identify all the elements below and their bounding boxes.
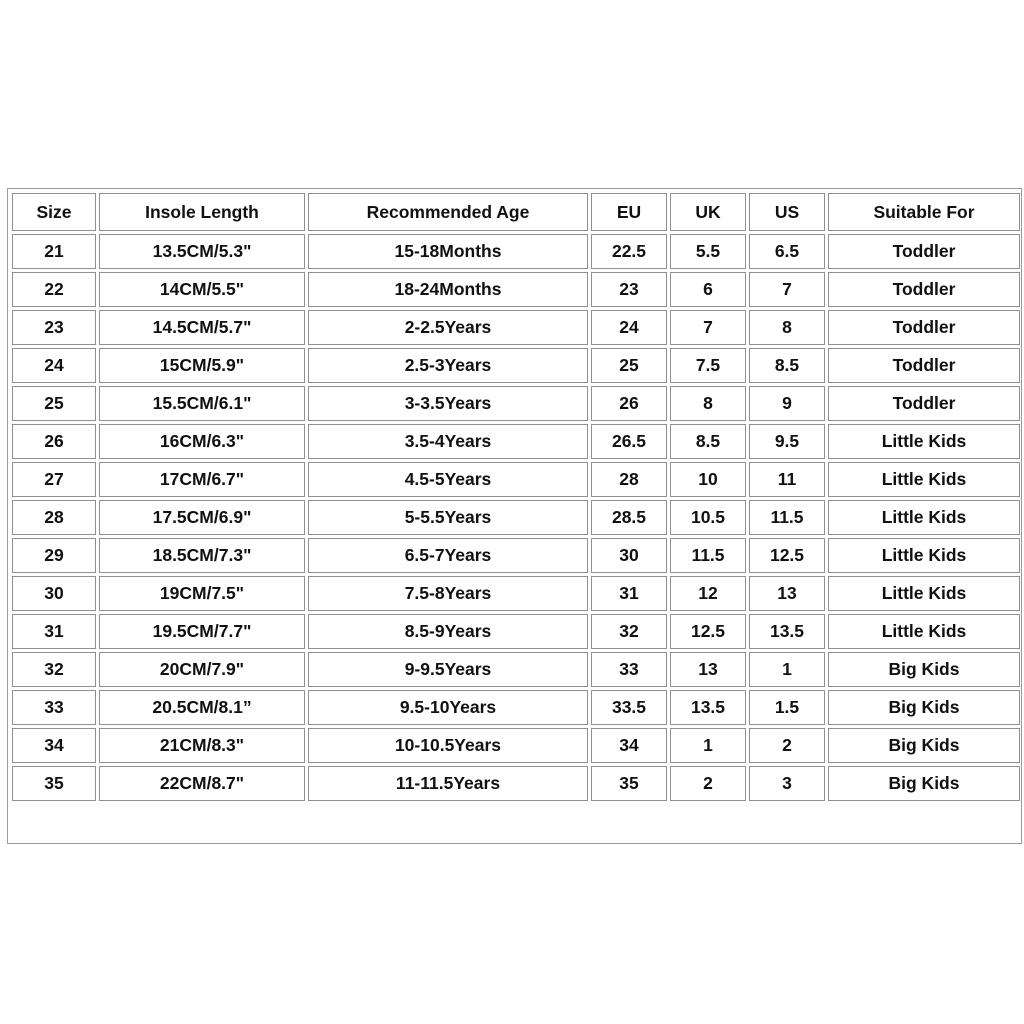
- cell-eu: 30: [591, 538, 667, 573]
- cell-size: 29: [12, 538, 96, 573]
- cell-uk: 11.5: [670, 538, 746, 573]
- cell-suitable-for: Toddler: [828, 386, 1020, 421]
- cell-insole-length: 21CM/8.3": [99, 728, 305, 763]
- cell-recommended-age: 9.5-10Years: [308, 690, 588, 725]
- cell-uk: 5.5: [670, 234, 746, 269]
- cell-suitable-for: Toddler: [828, 310, 1020, 345]
- cell-size: 24: [12, 348, 96, 383]
- cell-uk: 12.5: [670, 614, 746, 649]
- cell-size: 35: [12, 766, 96, 801]
- cell-size: 25: [12, 386, 96, 421]
- header-us: US: [749, 193, 825, 231]
- header-eu: EU: [591, 193, 667, 231]
- cell-insole-length: 19.5CM/7.7": [99, 614, 305, 649]
- header-insole-length: Insole Length: [99, 193, 305, 231]
- cell-us: 11: [749, 462, 825, 497]
- cell-uk: 10.5: [670, 500, 746, 535]
- cell-size: 27: [12, 462, 96, 497]
- cell-suitable-for: Big Kids: [828, 652, 1020, 687]
- cell-us: 7: [749, 272, 825, 307]
- header-suitable-for: Suitable For: [828, 193, 1020, 231]
- cell-us: 3: [749, 766, 825, 801]
- cell-eu: 35: [591, 766, 667, 801]
- cell-suitable-for: Little Kids: [828, 576, 1020, 611]
- table-row: [12, 348, 1020, 383]
- cell-suitable-for: Big Kids: [828, 766, 1020, 801]
- cell-recommended-age: 5-5.5Years: [308, 500, 588, 535]
- cell-insole-length: 20CM/7.9": [99, 652, 305, 687]
- cell-insole-length: 14.5CM/5.7": [99, 310, 305, 345]
- cell-eu: 31: [591, 576, 667, 611]
- cell-uk: 8.5: [670, 424, 746, 459]
- cell-insole-length: 19CM/7.5": [99, 576, 305, 611]
- table-body: [12, 234, 1020, 801]
- cell-recommended-age: 3-3.5Years: [308, 386, 588, 421]
- cell-recommended-age: 3.5-4Years: [308, 424, 588, 459]
- cell-insole-length: 18.5CM/7.3": [99, 538, 305, 573]
- cell-us: 13: [749, 576, 825, 611]
- cell-uk: 10: [670, 462, 746, 497]
- cell-uk: 1: [670, 728, 746, 763]
- cell-eu: 23: [591, 272, 667, 307]
- cell-us: 1: [749, 652, 825, 687]
- cell-eu: 28.5: [591, 500, 667, 535]
- header-row: [12, 193, 1020, 231]
- cell-uk: 7: [670, 310, 746, 345]
- cell-eu: 34: [591, 728, 667, 763]
- cell-suitable-for: Toddler: [828, 234, 1020, 269]
- cell-size: 31: [12, 614, 96, 649]
- cell-size: 33: [12, 690, 96, 725]
- cell-size: 22: [12, 272, 96, 307]
- size-chart: [7, 188, 1022, 844]
- cell-us: 6.5: [749, 234, 825, 269]
- cell-recommended-age: 2.5-3Years: [308, 348, 588, 383]
- cell-recommended-age: 9-9.5Years: [308, 652, 588, 687]
- cell-us: 9.5: [749, 424, 825, 459]
- table-row: [12, 576, 1020, 611]
- cell-eu: 33: [591, 652, 667, 687]
- cell-uk: 7.5: [670, 348, 746, 383]
- cell-uk: 2: [670, 766, 746, 801]
- cell-recommended-age: 6.5-7Years: [308, 538, 588, 573]
- table-row: [12, 766, 1020, 801]
- table-row: [12, 272, 1020, 307]
- cell-insole-length: 16CM/6.3": [99, 424, 305, 459]
- cell-suitable-for: Little Kids: [828, 462, 1020, 497]
- cell-us: 2: [749, 728, 825, 763]
- cell-uk: 12: [670, 576, 746, 611]
- cell-size: 32: [12, 652, 96, 687]
- cell-us: 11.5: [749, 500, 825, 535]
- cell-suitable-for: Little Kids: [828, 614, 1020, 649]
- cell-suitable-for: Toddler: [828, 348, 1020, 383]
- cell-suitable-for: Big Kids: [828, 690, 1020, 725]
- cell-insole-length: 17.5CM/6.9": [99, 500, 305, 535]
- table-row: [12, 386, 1020, 421]
- size-table: [9, 190, 1023, 804]
- cell-us: 8: [749, 310, 825, 345]
- cell-eu: 33.5: [591, 690, 667, 725]
- cell-eu: 32: [591, 614, 667, 649]
- cell-size: 26: [12, 424, 96, 459]
- cell-recommended-age: 2-2.5Years: [308, 310, 588, 345]
- cell-insole-length: 15CM/5.9": [99, 348, 305, 383]
- cell-recommended-age: 15-18Months: [308, 234, 588, 269]
- cell-eu: 22.5: [591, 234, 667, 269]
- cell-eu: 26: [591, 386, 667, 421]
- table-row: [12, 424, 1020, 459]
- cell-insole-length: 22CM/8.7": [99, 766, 305, 801]
- table-row: [12, 728, 1020, 763]
- cell-uk: 13.5: [670, 690, 746, 725]
- cell-uk: 8: [670, 386, 746, 421]
- header-size: Size: [12, 193, 96, 231]
- cell-eu: 28: [591, 462, 667, 497]
- table-row: [12, 310, 1020, 345]
- cell-eu: 24: [591, 310, 667, 345]
- cell-us: 13.5: [749, 614, 825, 649]
- cell-size: 28: [12, 500, 96, 535]
- cell-insole-length: 17CM/6.7": [99, 462, 305, 497]
- cell-insole-length: 14CM/5.5": [99, 272, 305, 307]
- cell-suitable-for: Little Kids: [828, 538, 1020, 573]
- cell-suitable-for: Toddler: [828, 272, 1020, 307]
- header-uk: UK: [670, 193, 746, 231]
- table-row: [12, 690, 1020, 725]
- cell-recommended-age: 8.5-9Years: [308, 614, 588, 649]
- cell-us: 1.5: [749, 690, 825, 725]
- cell-us: 8.5: [749, 348, 825, 383]
- header-recommended-age: Recommended Age: [308, 193, 588, 231]
- table-row: [12, 538, 1020, 573]
- cell-insole-length: 15.5CM/6.1": [99, 386, 305, 421]
- cell-eu: 26.5: [591, 424, 667, 459]
- cell-recommended-age: 18-24Months: [308, 272, 588, 307]
- table-row: [12, 652, 1020, 687]
- cell-recommended-age: 10-10.5Years: [308, 728, 588, 763]
- cell-uk: 13: [670, 652, 746, 687]
- cell-recommended-age: 7.5-8Years: [308, 576, 588, 611]
- table-row: [12, 462, 1020, 497]
- cell-uk: 6: [670, 272, 746, 307]
- cell-size: 30: [12, 576, 96, 611]
- cell-suitable-for: Little Kids: [828, 424, 1020, 459]
- cell-us: 9: [749, 386, 825, 421]
- table-row: [12, 234, 1020, 269]
- cell-us: 12.5: [749, 538, 825, 573]
- cell-size: 23: [12, 310, 96, 345]
- table-row: [12, 614, 1020, 649]
- cell-size: 21: [12, 234, 96, 269]
- cell-insole-length: 20.5CM/8.1”: [99, 690, 305, 725]
- cell-insole-length: 13.5CM/5.3": [99, 234, 305, 269]
- cell-recommended-age: 11-11.5Years: [308, 766, 588, 801]
- cell-suitable-for: Little Kids: [828, 500, 1020, 535]
- cell-recommended-age: 4.5-5Years: [308, 462, 588, 497]
- cell-size: 34: [12, 728, 96, 763]
- cell-suitable-for: Big Kids: [828, 728, 1020, 763]
- table-row: [12, 500, 1020, 535]
- cell-eu: 25: [591, 348, 667, 383]
